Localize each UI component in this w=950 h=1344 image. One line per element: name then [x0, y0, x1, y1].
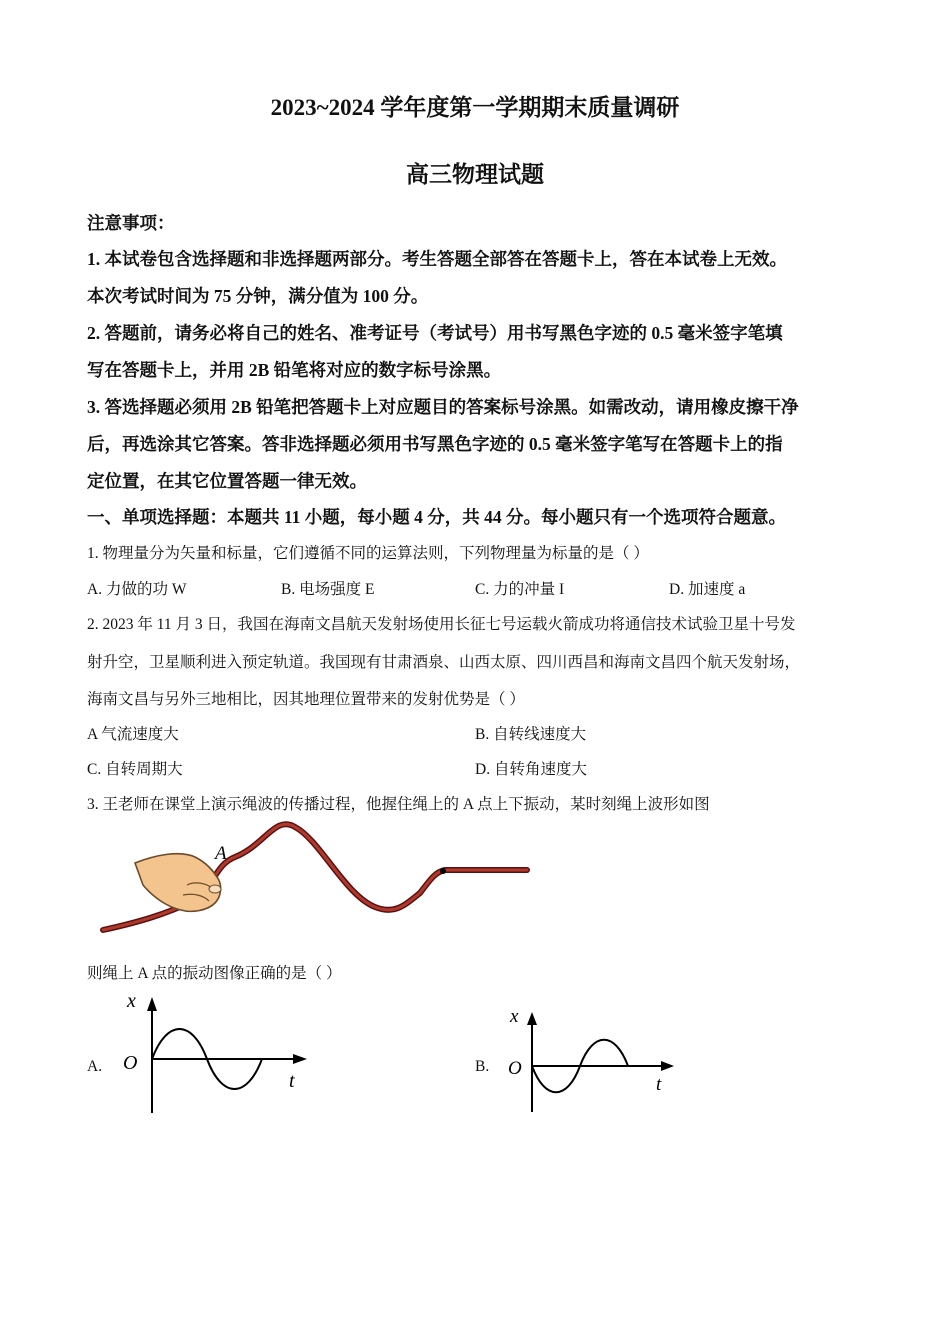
graph-a-x-label: t	[289, 1070, 295, 1092]
rope-wave-figure	[95, 815, 535, 940]
notice-line: 本次考试时间为 75 分钟，满分值为 100 分。	[87, 286, 429, 306]
notice-line: 1. 本试卷包含选择题和非选择题两部分。考生答题全部答在答题卡上，答在本试卷上无效。	[87, 249, 787, 269]
q2-option-b: B. 自转线速度大	[475, 726, 587, 743]
graph-a-origin: O	[123, 1052, 138, 1074]
question-2-line: 2. 2023 年 11 月 3 日，我国在海南文昌航天发射场使用长征七号运载火箭成功将通信技术试验卫星十号发	[87, 616, 796, 633]
question-2-line: 海南文昌与另外三地相比，因其地理位置带来的发射优势是（ ）	[87, 691, 525, 708]
graph-a-y-arrow	[147, 997, 157, 1011]
q1-option-b: B. 电场强度 E	[281, 581, 375, 598]
section-heading: 一、单项选择题：本题共 11 小题，每小题 4 分，共 44 分。每小题只有一个选项符合题意。	[87, 507, 787, 527]
graph-a	[115, 985, 315, 1120]
hand-icon	[135, 854, 221, 912]
graph-b-label: B.	[475, 1058, 490, 1075]
q2-option-a: A 气流速度大	[87, 726, 179, 743]
graph-a-x-arrow	[293, 1054, 307, 1064]
q1-option-c: C. 力的冲量 I	[475, 581, 565, 598]
graph-a-label: A.	[87, 1058, 103, 1075]
q2-option-c: C. 自转周期大	[87, 761, 183, 778]
graph-b-origin: O	[508, 1058, 522, 1079]
graph-a-y-label: x	[127, 990, 136, 1012]
question-3-prompt: 则绳上 A 点的振动图像正确的是（ ）	[87, 965, 342, 982]
q1-option-a: A. 力做的功 W	[87, 581, 187, 598]
rope-end-point	[440, 868, 446, 874]
notice-line: 后，再选涂其它答案。答非选择题必须用书写黑色字迹的 0.5 毫米签字笔写在答题卡上的指	[87, 434, 783, 454]
question-2-line: 射升空，卫星顺利进入预定轨道。我国现有甘肃酒泉、山西太原、四川西昌和海南文昌四个航天发射场，	[87, 654, 801, 671]
graph-b-y-label: x	[510, 1006, 519, 1027]
notice-line: 3. 答选择题必须用 2B 铅笔把答题卡上对应题目的答案标号涂黑。如需改动，请用橡皮擦干净	[87, 397, 799, 417]
q2-option-d: D. 自转角速度大	[475, 761, 587, 778]
graph-b-x-label: t	[656, 1074, 662, 1095]
exam-title: 2023~2024 学年度第一学期期末质量调研	[270, 95, 680, 120]
notice-line: 定位置，在其它位置答题一律无效。	[87, 471, 367, 491]
graph-b	[500, 1000, 685, 1120]
q1-option-d: D. 加速度 a	[669, 581, 746, 598]
question-3-stem: 3. 王老师在课堂上演示绳波的传播过程，他握住绳上的 A 点上下振动，某时刻绳上波形如图	[87, 796, 710, 813]
notice-line: 2. 答题前，请务必将自己的姓名、准考证号（考试号）用书写黑色字迹的 0.5 毫米签字笔填	[87, 323, 783, 343]
point-a-label: A	[215, 843, 227, 864]
graph-b-x-arrow	[661, 1061, 674, 1071]
graph-b-y-arrow	[527, 1012, 537, 1025]
question-1-stem: 1. 物理量分为矢量和标量，它们遵循不同的运算法则，下列物理量为标量的是（ ）	[87, 545, 649, 562]
exam-subtitle: 高三物理试题	[406, 162, 544, 187]
notice-heading: 注意事项：	[87, 213, 175, 233]
notice-line: 写在答题卡上，并用 2B 铅笔将对应的数字标号涂黑。	[87, 360, 502, 380]
